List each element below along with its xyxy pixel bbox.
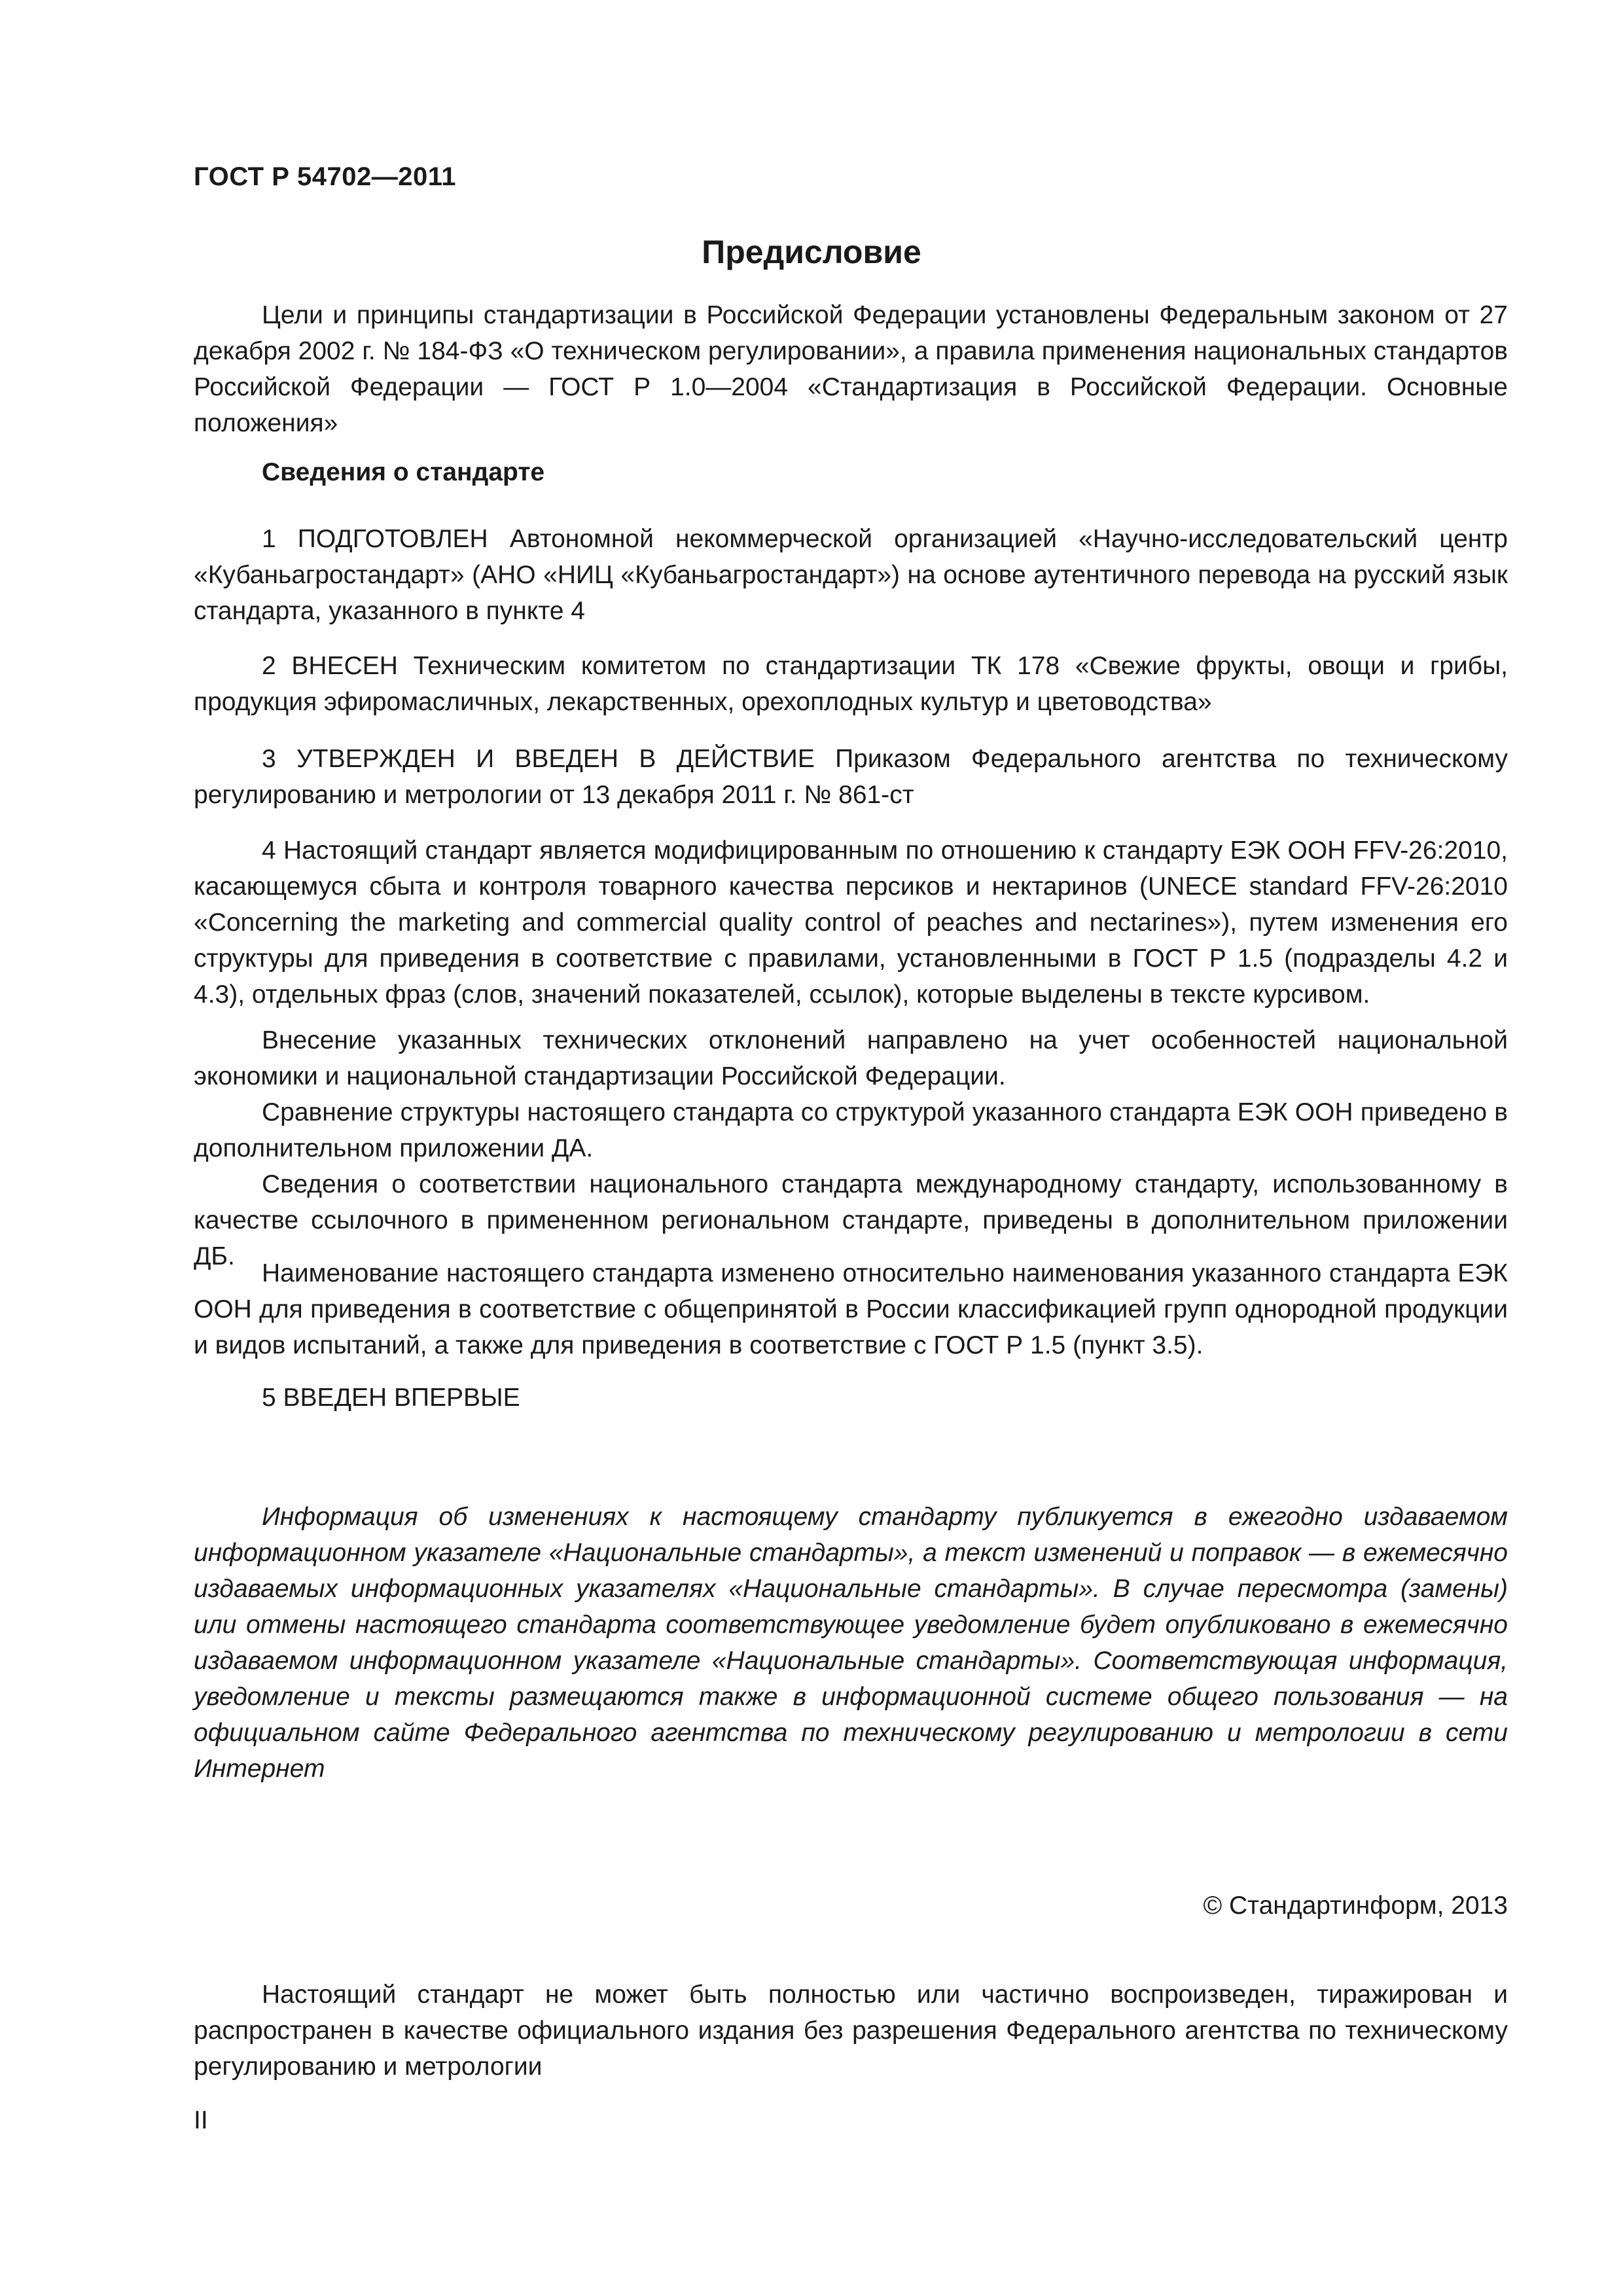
- item-4-conformity-paragraph: Сведения о соответствии национального стандарта международному стандарту, использованному в качестве ссылочного в примененном региональном стандарте, приведены в дополнительном приложении ДБ.: [194, 1170, 1508, 1270]
- item-5-paragraph: 5 ВВЕДЕН ВПЕРВЫЕ: [262, 1384, 520, 1412]
- item-4-structure-paragraph: Сравнение структуры настоящего стандарта со структурой указанного стандарта ЕЭК ООН приведено в дополнительном приложении ДА.: [194, 1098, 1508, 1162]
- document-code: ГОСТ Р 54702—2011: [194, 162, 456, 191]
- page-number: II: [194, 2106, 208, 2134]
- item-4-title-change-paragraph: Наименование настоящего стандарта изменено относительно наименования указанного стандарта ЕЭК ООН для приведения в соответствие с общепринятой в России классификацией групп однородной продукции и видов испытаний, а также для приведения в соответствие с ГОСТ Р 1.5 (пункт 3.5).: [194, 1259, 1508, 1359]
- page-title: Предисловие: [702, 234, 921, 270]
- copyright-line: © Стандартинформ, 2013: [1203, 1892, 1508, 1920]
- restriction-paragraph: Настоящий стандарт не может быть полностью или частично воспроизведен, тиражирован и распространен в качестве официального издания без разрешения Федерального агентства по техническому регулированию и метрологии: [194, 1981, 1508, 2081]
- item-4-paragraph: 4 Настоящий стандарт является модифицированным по отношению к стандарту ЕЭК ООН FFV-26:2010, касающемуся сбыта и контроля товарного качества персиков и нектаринов (UNECE standard FFV-26:2010 «Concerning the marketing and commercial quality control of peaches and nectarines»), путем изменения его структуры для приведения в соответствие с правилами, установленными в ГОСТ Р 1.5 (подразделы 4.2 и 4.3), отдельных фраз (слов, значений показателей, ссылок), которые выделены в тексте курсивом.: [194, 836, 1508, 1009]
- section-heading: Сведения о стандарте: [262, 458, 545, 486]
- item-3-paragraph: 3 УТВЕРЖДЕН И ВВЕДЕН В ДЕЙСТВИЕ Приказом Федерального агентства по техническому регулированию и метрологии от 13 декабря 2011 г. № 861-ст: [194, 745, 1508, 809]
- item-4-deviations-paragraph: Внесение указанных технических отклонений направлено на учет особенностей национальной экономики и национальной стандартизации Российской Федерации.: [194, 1026, 1508, 1090]
- item-2-paragraph: 2 ВНЕСЕН Техническим комитетом по стандартизации ТК 178 «Свежие фрукты, овощи и грибы, продукция эфиромасличных, лекарственных, орехоплодных культур и цветоводства»: [194, 652, 1508, 716]
- item-1-paragraph: 1 ПОДГОТОВЛЕН Автономной некоммерческой организацией «Научно-исследовательский центр «Кубаньагростандарт» (АНО «НИЦ «Кубаньагростандарт») на основе аутентичного перевода на русский язык стандарта, указанного в пункте 4: [194, 525, 1508, 625]
- intro-paragraph: Цели и принципы стандартизации в Российской Федерации установлены Федеральным законом от 27 декабря 2002 г. № 184-ФЗ «О техническом регулировании», а правила применения национальных стандартов Российской Федерации — ГОСТ Р 1.0—2004 «Стандартизация в Российской Федерации. Основные положения»: [194, 301, 1508, 437]
- changes-notice-paragraph: Информация об изменениях к настоящему стандарту публикуется в ежегодно издаваемом информационном указателе «Национальные стандарты», а текст изменений и поправок — в ежемесячно издаваемых информационных указателях «Национальные стандарты». В случае пересмотра (замены) или отмены настоящего стандарта соответствующее уведомление будет опубликовано в ежемесячно издаваемом информационном указателе «Национальные стандарты». Соответствующая информация, уведомление и тексты размещаются также в информационной системе общего пользования — на официальном сайте Федерального агентства по техническому регулированию и метрологии в сети Интернет: [194, 1503, 1508, 1783]
